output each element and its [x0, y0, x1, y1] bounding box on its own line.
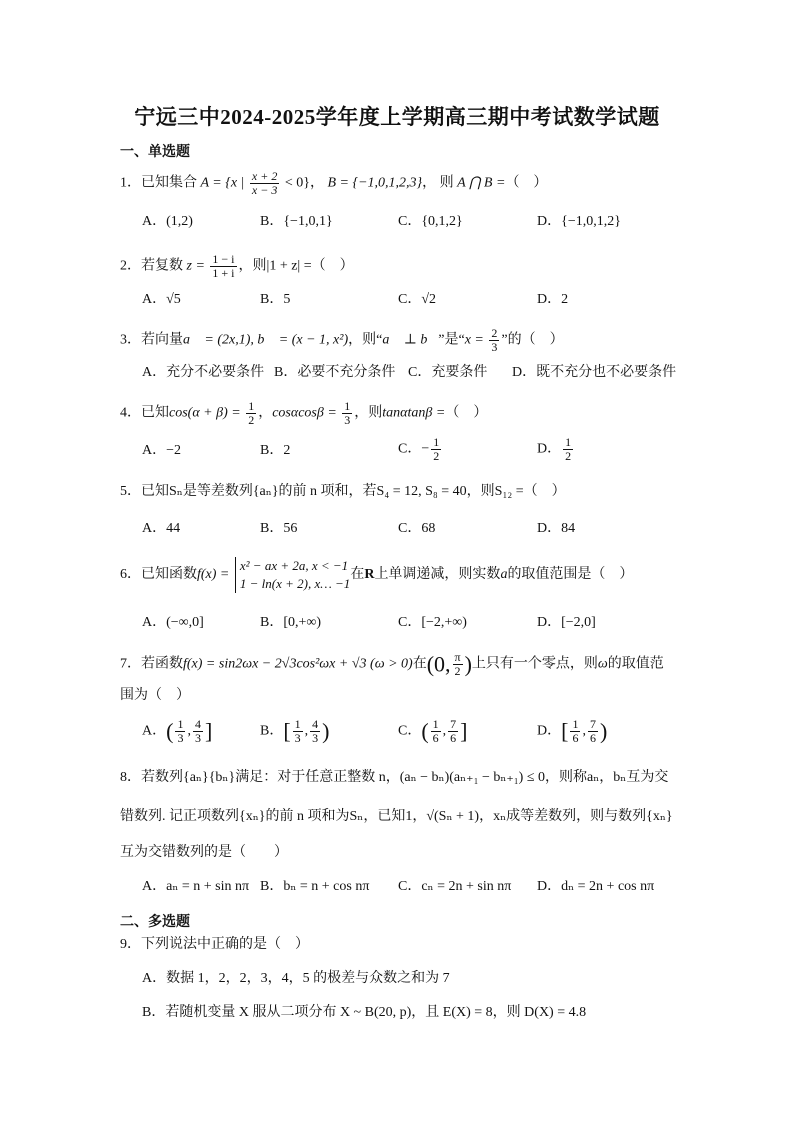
answer-blank: （ ） [311, 258, 354, 274]
numerator: 4 [194, 717, 201, 731]
math-expression: f(x) = [197, 567, 230, 583]
case-line: 1 − ln(x + 2), x… −1 [239, 576, 351, 591]
fraction [246, 400, 256, 427]
q3-option-d: D．既不充分也不必要条件 [512, 365, 677, 380]
section-heading-single: 一、单选题 [120, 145, 190, 160]
numerator: 1 [344, 399, 351, 413]
case-line: x² − ax + 2a, x < −1 [239, 558, 349, 573]
q8-option-a: A．aₙ = n + sin nπ [142, 879, 250, 894]
fraction [570, 718, 580, 745]
option-label: B． [260, 723, 284, 739]
denominator: 3 [194, 731, 201, 745]
numerator: π [454, 650, 461, 664]
question-text: 若数列{aₙ}{bₙ}满足：对于任意正整数 n，(aₙ − bₙ)(aₙ₊₁ − bₙ₊₁) ≤ 0，则称aₙ，bₙ互为交 [141, 770, 669, 785]
section-heading-multi: 二、多选题 [120, 915, 190, 930]
page-title: 宁远三中2024-2025学年度上学期高三期中考试数学试题 [134, 105, 660, 129]
fraction [310, 718, 320, 745]
question-text: ，则 [354, 405, 383, 421]
q4-option-d [537, 436, 575, 463]
question-text: ，则“ [348, 332, 383, 348]
denominator: 3 [344, 413, 351, 427]
fraction [210, 253, 236, 280]
bracket: ) [599, 718, 608, 744]
fraction [563, 436, 573, 463]
question-9 [120, 935, 309, 955]
question-7-line-2: 围为（ ） [120, 688, 190, 703]
option-label: C． [398, 723, 422, 739]
numerator: 1 − i [212, 252, 235, 266]
math-expression: |1 + z| = [266, 258, 312, 274]
denominator: 2 [454, 664, 461, 678]
q4-option-b: B．2 [260, 443, 291, 458]
question-number: 8． [120, 770, 141, 785]
q1-option-c: C．{0,1,2} [398, 214, 463, 229]
math-expression: cos(α + β) = [169, 405, 241, 421]
fraction [342, 400, 352, 427]
answer-blank: （ ） [505, 175, 548, 191]
math-expression: ) [464, 651, 472, 677]
question-text: 已知集合 [141, 175, 197, 191]
denominator: 6 [450, 731, 457, 745]
numerator: 1 [565, 435, 572, 449]
denominator: 2 [248, 413, 255, 427]
math-expression: a⃗ ⊥ b⃗ [382, 332, 439, 348]
numerator: 1 [248, 399, 255, 413]
option-label: C． [398, 441, 422, 457]
bracket: ] [204, 718, 213, 744]
math-expression: ω [597, 656, 608, 672]
numerator: 1 [294, 717, 301, 731]
fraction [448, 718, 458, 745]
question-number: 1． [120, 175, 141, 191]
question-8-line-3: 互为交错数列的是（ ） [120, 845, 288, 860]
math-expression: A = {x | [200, 175, 245, 191]
question-number: 6． [120, 567, 141, 583]
question-text: ， 则 [422, 175, 454, 191]
fraction [431, 718, 441, 745]
q3-option-c: C．充要条件 [408, 365, 488, 380]
numerator: 4 [312, 717, 319, 731]
numerator: 1 [177, 717, 184, 731]
q7-option-c: C．( $\frac{1}{6}$ , $\frac{7}{6}$ ] [398, 717, 468, 745]
fraction [453, 651, 463, 678]
question-number: 2． [120, 258, 141, 274]
bracket: [ [283, 718, 291, 744]
question-text: ， [258, 405, 273, 421]
math-expression: tanαtanβ = [382, 405, 446, 421]
denominator: 3 [294, 731, 301, 745]
math-expression: a⃗ = (2x,1), b⃗ = (x − 1, x²) [183, 332, 349, 348]
numerator: 1 [572, 717, 579, 731]
q7-option-d: D．[ $\frac{1}{6}$ , $\frac{7}{6}$ ) [537, 717, 608, 745]
question-text: 已知 [141, 405, 169, 421]
question-number: 7． [120, 656, 141, 672]
numerator: 1 [432, 717, 439, 731]
q8-option-b: B．bₙ = n + cos nπ [260, 879, 370, 894]
fraction [431, 436, 441, 463]
q1-option-d: D．{−1,0,1,2} [537, 214, 621, 229]
question-number: 3． [120, 332, 141, 348]
question-text: 的取值范围是（ ） [507, 567, 634, 583]
math-expression: a [500, 567, 508, 583]
q1-option-b: B．{−1,0,1} [260, 214, 333, 229]
q4-option-c [398, 436, 443, 463]
q2-option-c: C．√2 [398, 292, 437, 307]
bracket: ] [460, 718, 468, 744]
denominator: 1 + i [212, 266, 235, 280]
numerator: 1 [433, 435, 440, 449]
math-expression: − [421, 441, 430, 457]
option-label: A． [142, 723, 167, 739]
fraction [293, 718, 303, 745]
option-label: D． [537, 441, 562, 457]
question-text: 上单调递减，则实数 [374, 567, 501, 583]
numerator: 2 [491, 326, 498, 340]
question-text: 的取值范 [607, 656, 664, 672]
q3-option-a: A．充分不必要条件 [142, 365, 265, 380]
q3-option-b: B．必要不充分条件 [274, 365, 396, 380]
denominator: 3 [177, 731, 184, 745]
math-expression: (0, [426, 651, 451, 677]
question-number: 5． [120, 484, 141, 499]
q9-option-b: B．若随机变量 X 服从二项分布 X ~ B(20, p)，且 E(X) = 8，则 D(X) = 4.8 [142, 1005, 587, 1020]
denominator: x − 3 [251, 183, 278, 197]
q6-option-d: D．[−2,0] [537, 615, 596, 630]
question-8-line-2: 错数列. 记正项数列{xₙ}的前 n 项和为Sₙ，已知1，√(Sₙ + 1)，xₙ成等差数列，则与数列{xₙ} [120, 809, 673, 824]
question-2 [120, 253, 354, 280]
math-expression: cosαcosβ = [272, 405, 337, 421]
denominator: 2 [433, 449, 440, 463]
q5-option-c: C．68 [398, 521, 436, 536]
q6-option-b: B．[0,+∞) [260, 615, 322, 630]
piecewise-function [235, 557, 350, 593]
question-text: 下列说法中正确的是（ ） [141, 937, 309, 952]
q7-option-a: A．( $\frac{1}{3}$ , $\frac{4}{3}$ ] [142, 717, 213, 745]
q8-option-c: C．cₙ = 2n + sin nπ [398, 879, 512, 894]
denominator: 6 [589, 731, 596, 745]
question-text: 若函数 [141, 656, 183, 672]
denominator: 3 [312, 731, 319, 745]
q5-option-d: D．84 [537, 521, 576, 536]
q9-option-a: A．数据 1，2，2，3，4，5 的极差与众数之和为 7 [142, 971, 450, 986]
denominator: 2 [565, 449, 572, 463]
numerator: 7 [450, 717, 457, 731]
question-text: ”是“ [438, 332, 465, 348]
q6-option-a: A．(−∞,0] [142, 615, 204, 630]
denominator: 6 [572, 731, 579, 745]
question-text: 若复数 [141, 258, 183, 274]
math-expression: B = {−1,0,1,2,3} [327, 175, 423, 191]
question-text: 已知Sₙ是等差数列{aₙ}的前 n 项和，若S₄ = 12, S₈ = 40，则S₁₂ =（ ） [141, 484, 566, 499]
question-text: 若向量 [141, 332, 183, 348]
numerator: 7 [589, 717, 596, 731]
question-number: 9． [120, 937, 141, 952]
q8-option-d: D．dₙ = 2n + cos nπ [537, 879, 655, 894]
bracket: ( [421, 718, 429, 744]
question-text: 在 [350, 567, 365, 583]
question-number: 4． [120, 405, 141, 421]
fraction [489, 327, 499, 354]
answer-blank: （ ） [445, 405, 488, 421]
fraction [250, 170, 279, 197]
q5-option-b: B．56 [260, 521, 298, 536]
question-text: 在 [412, 656, 427, 672]
q5-option-a: A．44 [142, 521, 181, 536]
bracket: ( [166, 718, 174, 744]
q4-option-a: A．−2 [142, 443, 182, 458]
question-text: ，则 [238, 258, 267, 274]
bracket: [ [561, 718, 569, 744]
fraction [193, 718, 203, 745]
q1-option-a: A．(1,2) [142, 214, 193, 229]
math-expression: z = [186, 258, 205, 274]
math-expression: A ⋂ B = [457, 175, 506, 191]
denominator: 3 [491, 340, 498, 354]
numerator: x + 2 [251, 169, 278, 183]
question-3 [120, 327, 564, 354]
question-4 [120, 400, 487, 427]
denominator: 6 [432, 731, 439, 745]
question-7 [120, 651, 664, 678]
math-expression: f(x) = sin2ωx − 2√3cos²ωx + √3 (ω > 0) [183, 656, 413, 672]
question-text: ， [309, 175, 324, 191]
question-1 [120, 170, 547, 197]
fraction [588, 718, 598, 745]
question-8 [120, 768, 668, 788]
math-expression: R [364, 567, 375, 583]
bracket: ) [322, 718, 330, 744]
question-5 [120, 482, 566, 502]
math-expression: x = [464, 332, 484, 348]
q2-option-b: B．5 [260, 292, 291, 307]
fraction [175, 718, 185, 745]
question-text: 上只有一个零点，则 [471, 656, 598, 672]
q7-option-b: B．[ $\frac{1}{3}$ , $\frac{4}{3}$ ) [260, 717, 330, 745]
option-label: D． [537, 723, 562, 739]
question-6 [120, 557, 633, 593]
question-text: 已知函数 [141, 567, 197, 583]
question-text: ”的（ ） [501, 332, 564, 348]
q6-option-c: C．[−2,+∞) [398, 615, 467, 630]
math-expression: < 0} [284, 175, 310, 191]
q2-option-d: D．2 [537, 292, 569, 307]
q2-option-a: A．√5 [142, 292, 181, 307]
